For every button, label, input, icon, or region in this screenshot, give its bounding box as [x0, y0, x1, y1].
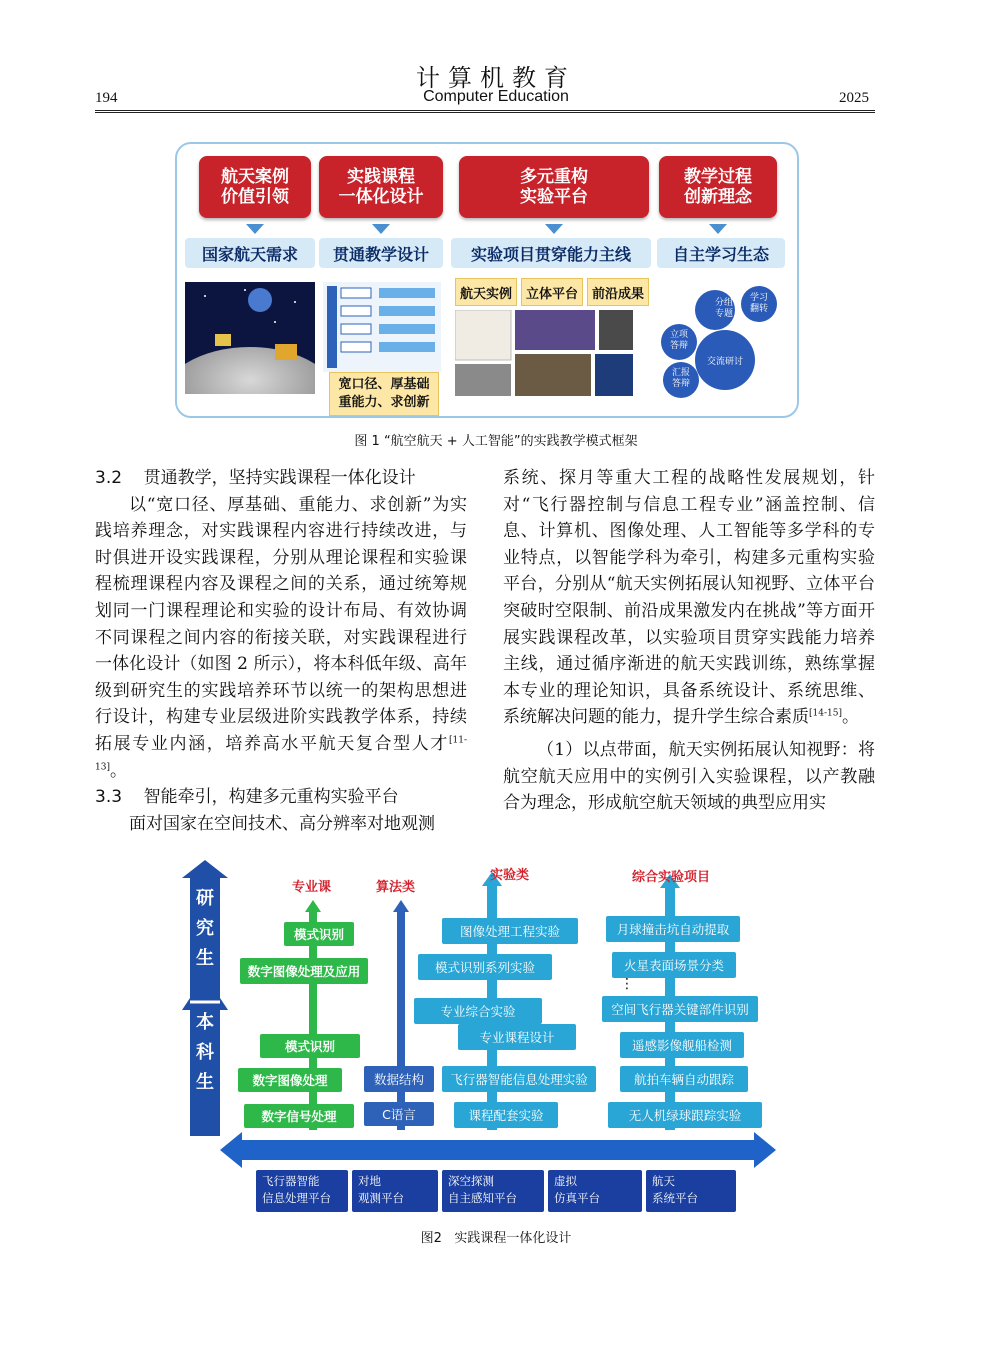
project: 火星表面场景分类 — [612, 952, 736, 978]
horizontal-arrow — [220, 1128, 780, 1172]
major-course: 数字图像处理 — [238, 1068, 342, 1092]
citation: [11-13] — [95, 735, 467, 772]
f1-mid-box-2: 贯通教学设计 — [319, 238, 443, 268]
project: 遥感影像舰船检测 — [620, 1032, 744, 1058]
cycle-label-5: 汇报 答辩 — [671, 368, 690, 389]
figure-1 — [175, 142, 799, 418]
cycle-label-1: 分组 专题 — [714, 298, 733, 319]
algo-course: C语言 — [364, 1102, 434, 1126]
f1-top-box-4: 教学过程 创新理念 — [659, 156, 777, 218]
paragraph: 以“宽口径、厚基础、重能力、求创新”为实践培养理念，对实践课程内容进行持续改进，与时俱进开设实践课程，分别从理论课程和实验课程梳理课程内容及课程之间的关系，通过统筹规划同一门课程理论和实验的设计布局、有效协调不同课程之间内容的衔接关联，对实践课程进行一体化设计（如图 2 所示），将本科低年级、高年级到研究生的实践培养环节以统一的架构思想进行设计，构建专业层级进阶实践教学体系，持续拓展专业内涵，培养高水平航天复合型人才[11-13]。 — [95, 494, 467, 781]
level-undergrad: 本 科 生 — [196, 1012, 214, 1093]
f1-top-box-2: 实践课程 一体化设计 — [319, 156, 443, 218]
platform: 对地 观测平台 — [352, 1170, 438, 1212]
lab-course: 模式识别系列实验 — [418, 954, 552, 980]
col-header-lab: 实验类 — [490, 868, 530, 883]
course-diagram-image — [323, 282, 441, 372]
header-rule-2 — [95, 112, 875, 113]
f1-mid-box-3: 实验项目贯穿能力主线 — [451, 238, 651, 268]
f1-top-box-1: 航天案例 价值引领 — [199, 156, 311, 218]
figure-2 — [180, 860, 780, 1220]
figure-2-caption: 图2 实践课程一体化设计 — [420, 1231, 572, 1246]
lab-course: 课程配套实验 — [454, 1102, 558, 1128]
f1-tag-2: 立体平台 — [521, 278, 583, 306]
right-column — [503, 465, 875, 817]
paragraph: 面对国家在空间技术、高分辨率对地观测 — [129, 813, 435, 834]
down-arrow-icon — [246, 224, 264, 234]
major-course: 模式识别 — [260, 1034, 360, 1058]
project: 月球撞击坑自动提取 — [606, 916, 740, 942]
project: 空间飞行器关键部件识别 — [602, 996, 758, 1022]
f1-tag-1: 航天实例 — [455, 278, 517, 306]
platform: 虚拟 仿真平台 — [548, 1170, 642, 1212]
col-header-algo: 算法类 — [376, 880, 416, 895]
major-course: 数字信号处理 — [244, 1104, 354, 1128]
col-header-projects: 综合实验项目 — [632, 870, 711, 885]
cycle-label-4: 交流研讨 — [706, 357, 743, 367]
page-number: 194 — [95, 90, 118, 106]
col-header-major: 专业课 — [292, 880, 332, 895]
figure-1-caption: 图 1 “航空航天 + 人工智能”的实践教学模式框架 — [354, 434, 638, 449]
major-course: 模式识别 — [284, 922, 354, 946]
lab-course: 专业课程设计 — [458, 1024, 576, 1050]
journal-title-cn: 计算机教育 — [416, 64, 576, 92]
section-3-2-heading: 3.2 贯通教学，坚持实践课程一体化设计 — [95, 468, 416, 488]
journal-title-en: Computer Education — [423, 88, 569, 105]
ellipsis: ⋮ — [620, 976, 634, 992]
platform: 深空探测 自主感知平台 — [442, 1170, 544, 1212]
down-arrow-icon — [709, 224, 727, 234]
f1-top-box-3: 多元重构 实验平台 — [459, 156, 649, 218]
paragraph: （1）以点带面，航天实例拓展认知视野：将航空航天应用中的实例引入实验课程，以产教融合为理念，形成航空航天领域的典型应用实 — [503, 739, 875, 814]
major-course: 数字图像处理及应用 — [240, 958, 368, 984]
level-grad: 研 究 生 — [196, 888, 214, 969]
project: 无人机绿球跟踪实验 — [608, 1102, 762, 1128]
lab-course: 图像处理工程实验 — [442, 918, 578, 944]
space-image — [185, 282, 315, 394]
cycle-label-2: 学习 翻转 — [749, 293, 768, 314]
f1-tag-3: 前沿成果 — [587, 278, 649, 306]
header-rule — [95, 110, 875, 111]
down-arrow-icon — [372, 224, 390, 234]
algo-course: 数据结构 — [364, 1066, 434, 1092]
f1-mid-box-4: 自主学习生态 — [657, 238, 785, 268]
paragraph: 系统、探月等重大工程的战略性发展规划，针对“飞行器控制与信息工程专业”涵盖控制、信息、计算机、图像处理、人工智能等多学科的专业特点，以智能学科为牵引，构建多元重构实验平台，分别从“航天实例拓展认知视野、立体平台突破时空限制、前沿成果激发内在挑战”等方面开展实践课程改革，以实验项目贯穿实践能力培养主线，通过循序渐进的航天实践训练，熟练掌握本专业的理论知识，具备系统设计、系统思维、系统解决问题的能力，提升学生综合素质[14-15]。 — [503, 468, 875, 728]
year: 2025 — [839, 90, 869, 106]
project: 航拍车辆自动跟踪 — [620, 1066, 748, 1092]
platform: 航天 系统平台 — [646, 1170, 736, 1212]
f1-motto: 宽口径、厚基础 重能力、求创新 — [329, 372, 439, 416]
lab-course: 专业综合实验 — [414, 998, 542, 1024]
left-column — [95, 465, 467, 837]
section-3-3-heading: 3.3 智能牵引，构建多元重构实验平台 — [95, 787, 399, 808]
cycle-label-3: 立项 答辩 — [669, 330, 688, 351]
lab-course: 飞行器智能信息处理实验 — [442, 1066, 596, 1092]
lab-photos-image — [455, 310, 655, 398]
down-arrow-icon — [545, 224, 563, 234]
f1-mid-box-1: 国家航天需求 — [185, 238, 315, 268]
citation: [14-15] — [809, 708, 842, 719]
platform: 飞行器智能 信息处理平台 — [256, 1170, 348, 1212]
